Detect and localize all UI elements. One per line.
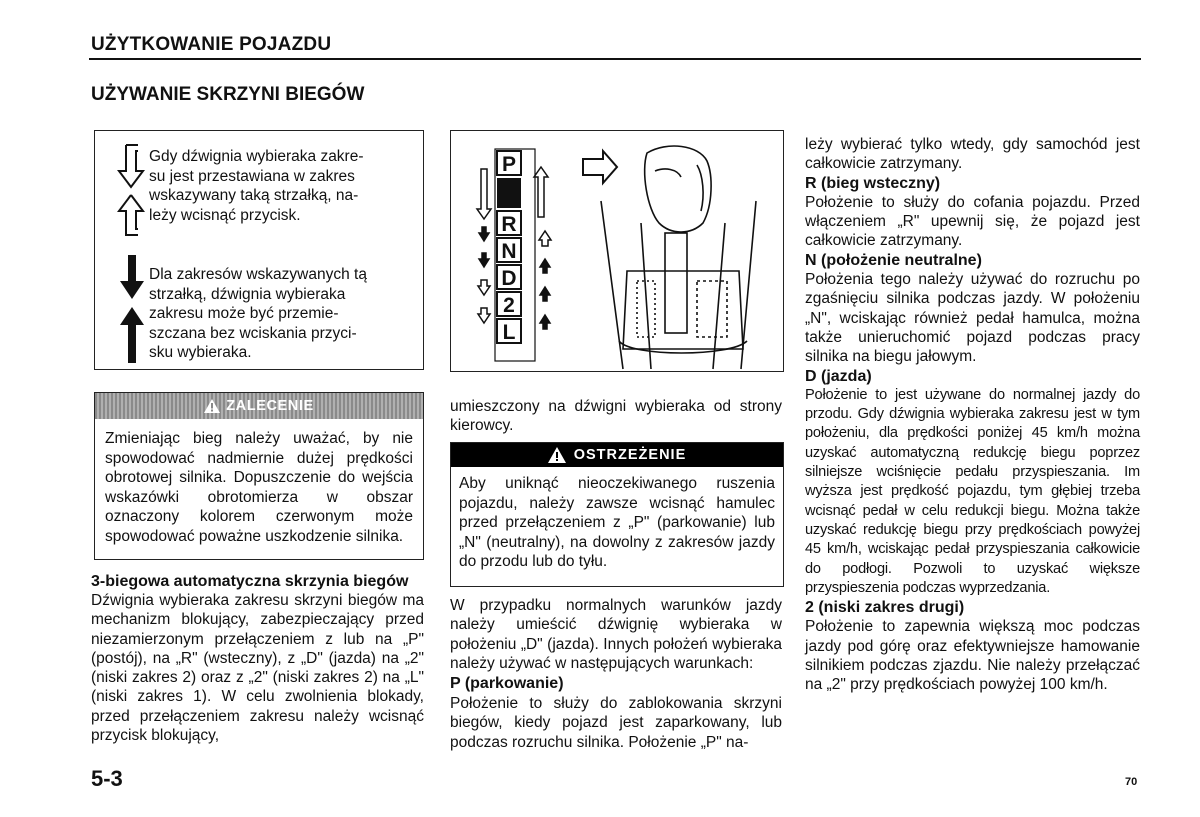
gear-label-n: N [501,240,517,263]
gear-lever-illustration [601,146,756,369]
gear-label-2: 2 [503,294,515,317]
warning-header [451,443,783,467]
second-gear-paragraph: Położenie to zapewnia większą moc podczas jazdy pod górę oraz efektywniejsze hamowanie silnikiem podczas zjazdu. Nie należy przełączać na „2" przy prędkościach powyżej 100 km/h. [805,618,1140,694]
normal-driving-paragraph: W przypadku normalnych warunków jazdy należy umieścić dźwignię wybieraka w położeniu „D" (jazda). Innych położeń wybieraka należy używać w następujących warunkach: [450,597,782,672]
gear-label-p: P [501,153,517,176]
legend-underline [117,369,157,370]
section-page-label: 5-3 [91,766,123,791]
caution-title: ZALECENIE [226,398,314,414]
warning-text: Aby uniknąć nieoczekiwanego ruszenia pojazdu, należy zawsze wcisnąć hamulec przed przełączeniem z „P" (parkowanie) lub „N" (neutralny), na dowolny z zakresów jazdy do przodu lub do tyłu. [459,475,775,570]
warning-title: OSTRZEŻENIE [573,447,687,463]
right-shift-arrows [534,167,551,329]
right-column [805,135,1140,695]
warning-triangle-icon [548,447,566,463]
gear-label-r: R [501,213,517,236]
gear-selector-figure [450,130,784,372]
warning-triangle-icon [204,399,220,413]
caution-box [94,392,424,560]
legend-text-1: Gdy dźwignia wybieraka zakre- su jest przestawiana w zakres wskazywany taką strzałką, na- leży wcisnąć przycisk. [149,148,364,224]
gear-illustration [451,131,783,371]
transmission-heading: 3-biegowa automatyczna skrzynia biegów [91,573,409,590]
transmission-paragraph: Dźwignia wybieraka zakresu skrzyni biegów ma mechanizm blokujący, zabezpieczający przed niezamierzonym przełączeniem z lub na „P" (postój), na „R" (wsteczny), z „D" (jazda) na „2" (niski zakres 2) oraz z „2" (niski zakres 2) na „L" (niski zakres 1). W celu zwolnienia blokady, przed przełączeniem zakresu należy wcisnąć przycisk blokujący, [91,592,424,745]
lever-location-text: umieszczony na dźwigni wybieraka od strony kierowcy. [450,398,782,435]
drive-paragraph: Położenie to jest używane do normalnej jazdy do przodu. Gdy dźwignia wybieraka zakresu jest w tym położeniu, dla prędkości poniżej 45 km/h można uzyskać automatyczną redukcję biegu poprzez silniejsze wciśnięcie pedału przyspieszania. Im wyższa jest prędkość pojazdu, tym głębiej trzeba wcisnąć pedał w celu redukcji biegu. Można także uzyskać redukcję biegu przy prędkościach powyżej 45 km/h, wciskając pedał przyspieszania całkowicie do podłogi. Pozwoli to uzyskać większe przyspieszenia podczas wyprzedzania. [805,386,1140,596]
page-subheading: UŻYWANIE SKRZYNI BIEGÓW [91,84,365,105]
park-paragraph-continued: leży wybierać tylko wtedy, gdy samochód jest całkowicie zatrzymany. [805,136,1140,173]
reverse-heading: R (bieg wsteczny) [805,174,941,192]
pointer-arrow-icon [583,151,617,183]
warning-box [450,442,784,587]
neutral-paragraph: Położenia tego należy używać do rozruchu po zgaśnięciu silnika podczas jazdy. W położeniu „N", wciskając również pedał hamulca, można także unieruchomić pojazd podczas pracy silnika na biegu jałowym. [805,271,1140,366]
solid-arrow-icon [119,255,145,363]
park-heading: P (parkowanie) [450,675,564,692]
section-title: UŻYTKOWANIE POJAZDU [91,34,332,55]
gear-column [495,149,535,361]
header-rule [89,58,1141,60]
left-shift-arrows [477,169,491,323]
gear-label-d: D [501,267,517,290]
second-gear-heading: 2 (niski zakres drugi) [805,599,965,617]
page-number: 70 [1125,776,1138,788]
legend-box [94,130,424,370]
drive-heading: D (jazda) [805,367,872,385]
hollow-arrow-icon [117,141,145,241]
caution-text: Zmieniając bieg należy uważać, by nie spowodować nadmiernie dużej prędkości obrotowej silnika. Dopuszczenie do wejścia wskazówki obrotomierza w obszar oznaczony kolorem czerwonym może spowodować poważne uszkodzenie silnika. [105,430,413,545]
park-paragraph: Położenie to służy do zablokowania skrzyni biegów, kiedy pojazd jest zaparkowany, lub podczas rozruchu silnika. Położenie „P" na- [450,695,782,751]
gear-label-l: L [502,321,516,344]
neutral-heading: N (położenie neutralne) [805,251,982,269]
legend-text-2: Dla zakresów wskazywanych tą strzałką, dźwignia wybieraka zakresu może być przemie- szczana bez wciskania przyci- sku wybieraka. [149,266,367,361]
caution-header [95,393,423,419]
reverse-paragraph: Położenie to służy do cofania pojazdu. Przed włączeniem „R" upewnij się, że pojazd jest całkowicie zatrzymany. [805,193,1140,250]
